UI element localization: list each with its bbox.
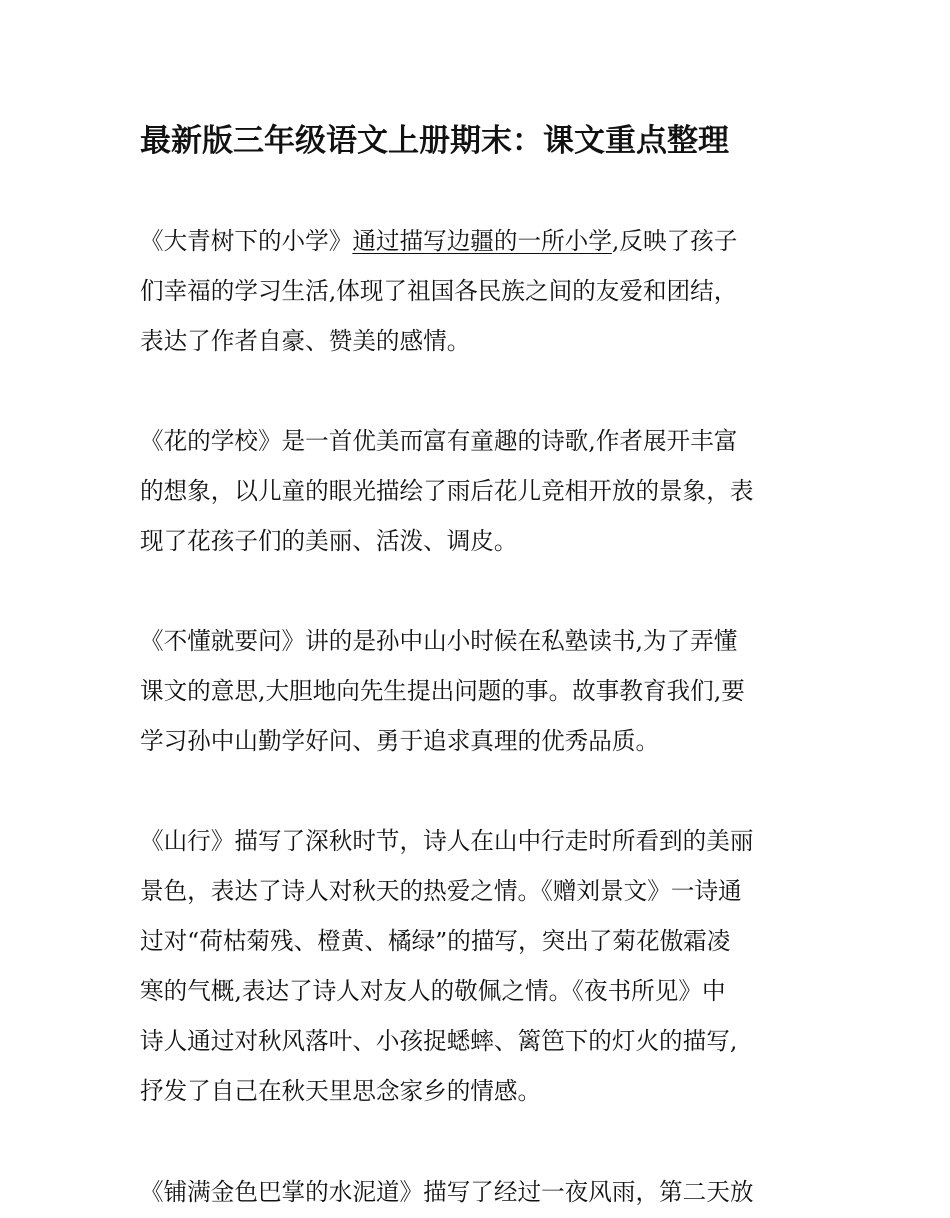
paragraph-shui-ni-dao — [140, 1167, 810, 1217]
document-title: 最新版三年级语文上册期末：课文重点整理 — [140, 123, 729, 159]
paragraph-line: 学习孙中山勤学好问、勇于追求真理的优秀品质。 — [140, 727, 660, 755]
paragraph-line: 抒发了自己在秋天里思念家乡的情感。 — [140, 1077, 542, 1105]
paragraph-bu-dong-jiu-yao-wen — [140, 616, 810, 766]
paragraph-line: 《不懂就要问》讲的是孙中山小时候在私塾读书,为了弄懂 — [140, 627, 738, 655]
paragraph-line: 过对“荷枯菊残、橙黄、橘绿”的描写，突出了菊花傲霜凌 — [140, 927, 731, 955]
underlined-phrase: 通过描写边疆的一所小学 — [352, 227, 612, 255]
paragraph-line: 《花的学校》是一首优美而富有童趣的诗歌,作者展开丰富 — [140, 427, 738, 455]
paragraph-line: 诗人通过对秋风落叶、小孩捉蟋蟀、篱笆下的灯火的描写, — [140, 1027, 738, 1055]
paragraph-line: 现了花孩子们的美丽、活泼、调皮。 — [140, 527, 518, 555]
paragraph-line — [140, 216, 810, 266]
paragraph-line: 的想象，以儿童的眼光描绘了雨后花儿竞相开放的景象，表 — [140, 477, 754, 505]
paragraph-line: 景色，表达了诗人对秋天的热爱之情。《赠刘景文》一诗通 — [140, 877, 742, 905]
paragraph-line: 寒的气概,表达了诗人对友人的敬佩之情。《夜书所见》中 — [140, 977, 726, 1005]
paragraph-hua-de-xue-xiao — [140, 416, 810, 566]
paragraph-line: 表达了作者自豪、赞美的感情。 — [140, 327, 471, 355]
line-segment: 《大青树下的小学》 — [140, 227, 353, 255]
paragraph-da-qing-shu — [140, 216, 810, 366]
paragraph-line: 《铺满金色巴掌的水泥道》描写了经过一夜风雨，第二天放 — [140, 1178, 754, 1206]
paragraph-line: 课文的意思,大胆地向先生提出问题的事。故事教育我们,要 — [140, 677, 745, 705]
line-segment: ,反映了孩子 — [611, 227, 738, 255]
paragraph-line: 《山行》描写了深秋时节，诗人在山中行走时所看到的美丽 — [140, 827, 754, 855]
paragraph-gu-shi-san-shou — [140, 816, 810, 1116]
paragraph-line: 们幸福的学习生活,体现了祖国各民族之间的友爱和团结， — [140, 277, 738, 305]
